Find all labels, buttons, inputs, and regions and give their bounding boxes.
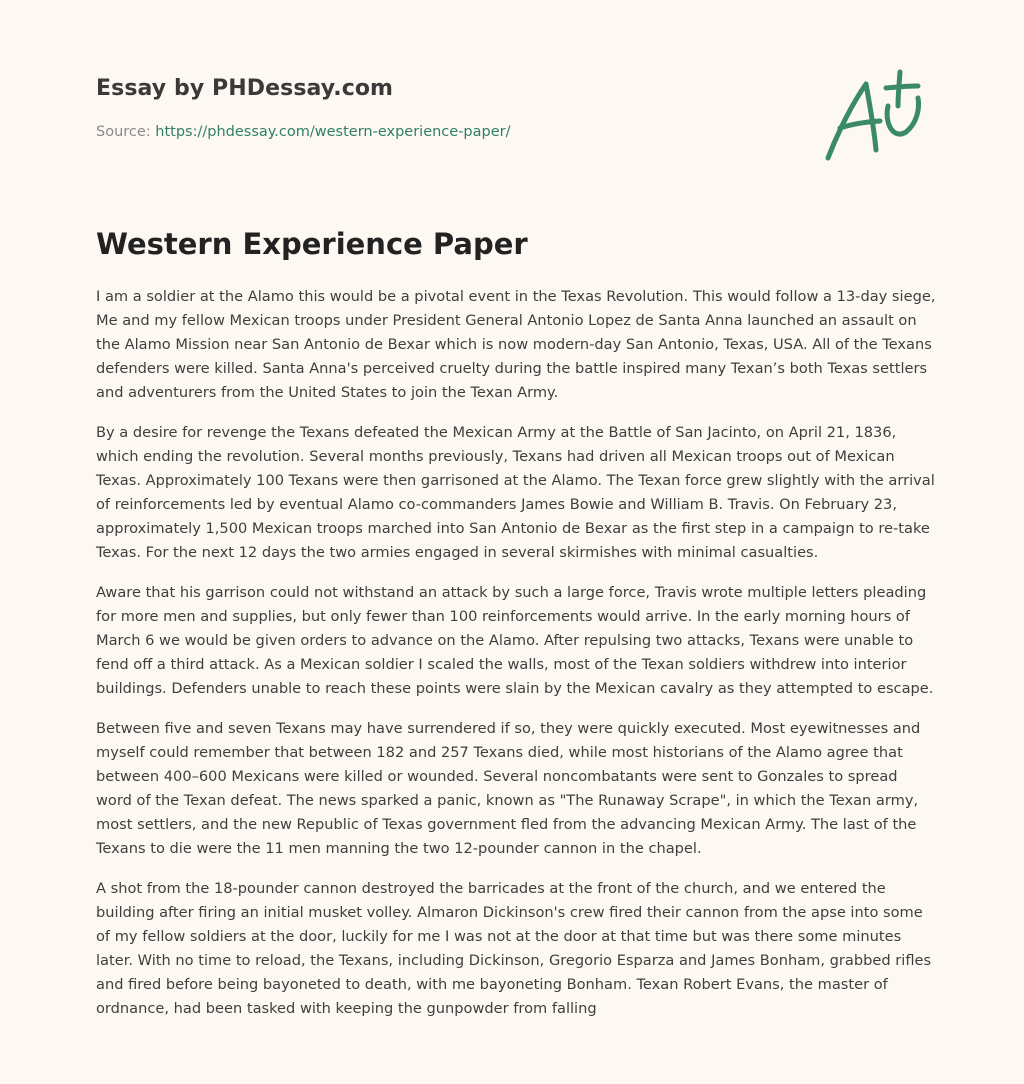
source-link[interactable]: https://phdessay.com/western-experience-paper/ bbox=[155, 124, 511, 140]
source-line bbox=[96, 124, 511, 140]
source-label: Source: bbox=[96, 124, 156, 140]
essay-paragraph: Aware that his garrison could not withstand an attack by such a large force, Travis wrote multiple letters pleading for more men and supplies, but only fewer than 100 reinforcements would arrive. In the early morning hours of March 6 we would be given orders to advance on the Alamo. After repulsing two attacks, Texans were unable to fend off a third attack. As a Mexican soldier I scaled the walls, most of the Texan soldiers withdrew into interior buildings. Defenders unable to reach these points were slain by the Mexican cavalry as they attempted to escape. bbox=[96, 584, 934, 697]
essay-paragraph: By a desire for revenge the Texans defeated the Mexican Army at the Battle of San Jacinto, on April 21, 1836, which ending the revolution. Several months previously, Texans had driven all Mexican troops out of Mexican Texas. Approximately 100 Texans were then garrisoned at the Alamo. The Texan force grew slightly with the arrival of reinforcements led by eventual Alamo co-commanders James Bowie and William B. Travis. On February 23, approximately 1,500 Mexican troops marched into San Antonio de Bexar as the first step in a campaign to re-take Texas. For the next 12 days the two armies engaged in several skirmishes with minimal casualties. bbox=[96, 424, 935, 561]
essay-body bbox=[96, 285, 936, 1037]
essay-paragraph: A shot from the 18-pounder cannon destroyed the barricades at the front of the church, and we entered the building after firing an initial musket volley. Almaron Dickinson's crew fired their cannon from the apse into some of my fellow soldiers at the door, luckily for me I was not at the door at that time but was there some minutes later. With no time to reload, the Texans, including Dickinson, Gregorio Esparza and James Bonham, grabbed rifles and fired before being bayoneted to death, with me bayoneting Bonham. Texan Robert Evans, the master of ordnance, had been tasked with keeping the gunpowder from falling bbox=[96, 880, 932, 1017]
site-brand: Essay by PHDessay.com bbox=[96, 76, 394, 101]
essay-paragraph: I am a soldier at the Alamo this would be a pivotal event in the Texas Revolution. This would follow a 13-day siege, Me and my fellow Mexican troops under President General Antonio Lopez de Santa Anna launched an assault on the Alamo Mission near San Antonio de Bexar which is now modern-day San Antonio, Texas, USA. All of the Texans defenders were killed. Santa Anna's perceived cruelty during the battle inspired many Texan’s both Texas settlers and adventurers from the United States to join the Texan Army. bbox=[96, 288, 936, 401]
essay-paragraph: Between five and seven Texans may have surrendered if so, they were quickly executed. Most eyewitnesses and myself could remember that between 182 and 257 Texans died, while most historians of the Alamo agree that between 400–600 Mexicans were killed or wounded. Several noncombatants were sent to Gonzales to spread word of the Texan defeat. The news sparked a panic, known as "The Runaway Scrape", in which the Texan army, most settlers, and the new Republic of Texas government fled from the advancing Mexican Army. The last of the Texans to die were the 11 men manning the two 12-pounder cannon in the chapel. bbox=[96, 720, 921, 857]
essay-title: Western Experience Paper bbox=[96, 227, 528, 261]
a-plus-grade-icon bbox=[818, 66, 928, 166]
